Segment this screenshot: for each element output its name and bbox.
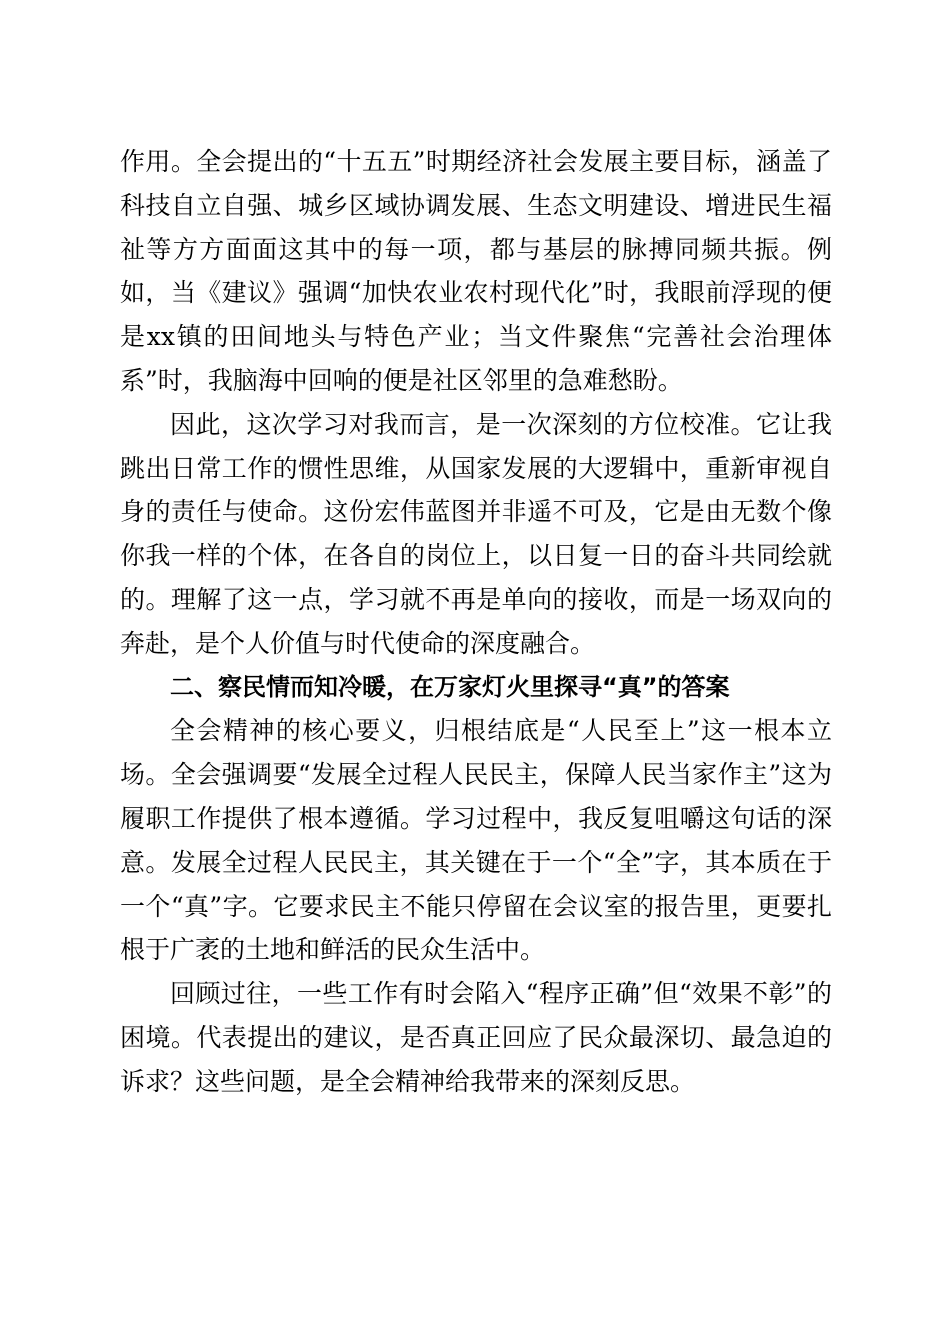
paragraph-people-first: 全会精神的核心要义，归根结底是“人民至上”这一根本立场。全会强调要“发展全过程人民民主，保障人民当家作主”这为履职工作提供了根本遵循。学习过程中，我反复咀嚼这句话的深意。发展全过程人民民主，其关键在于一个“全”字，其本质在于一个“真”字。它要求民主不能只停留在会议室的报告里，更要扎根于广袤的土地和鲜活的民众生活中。 [120,716,832,965]
paragraph-positioning: 因此，这次学习对我而言，是一次深刻的方位校准。它让我跳出日常工作的惯性思维，从国家发展的大逻辑中，重新审视自身的责任与使命。这份宏伟蓝图并非遥不可及，它是由无数个像你我一样的个体，在各自的岗位上，以日复一日的奋斗共同绘就的。理解了这一点，学习就不再是单向的接收，而是一场双向的奔赴，是个人价值与时代使命的深度融合。 [120,409,832,658]
paragraph-continuation: 作用。全会提出的“十五五”时期经济社会发展主要目标，涵盖了科技自立自强、城乡区域协调发展、生态文明建设、增进民生福祉等方方面面这其中的每一项，都与基层的脉搏同频共振。例如，当《建议》强调“加快农业农村现代化”时，我眼前浮现的便是xx镇的田间地头与特色产业；当文件聚焦“完善社会治理体系”时，我脑海中回响的便是社区邻里的急难愁盼。 [120,147,832,395]
section-heading-2: 二、察民情而知冷暖，在万家灯火里探寻“真”的答案 [170,672,730,701]
document-body [120,140,832,1104]
paragraph-reflection: 回顾过往，一些工作有时会陷入“程序正确”但“效果不彰”的困境。代表提出的建议，是否真正回应了民众最深切、最急迫的诉求？这些问题，是全会精神给我带来的深刻反思。 [120,979,832,1096]
